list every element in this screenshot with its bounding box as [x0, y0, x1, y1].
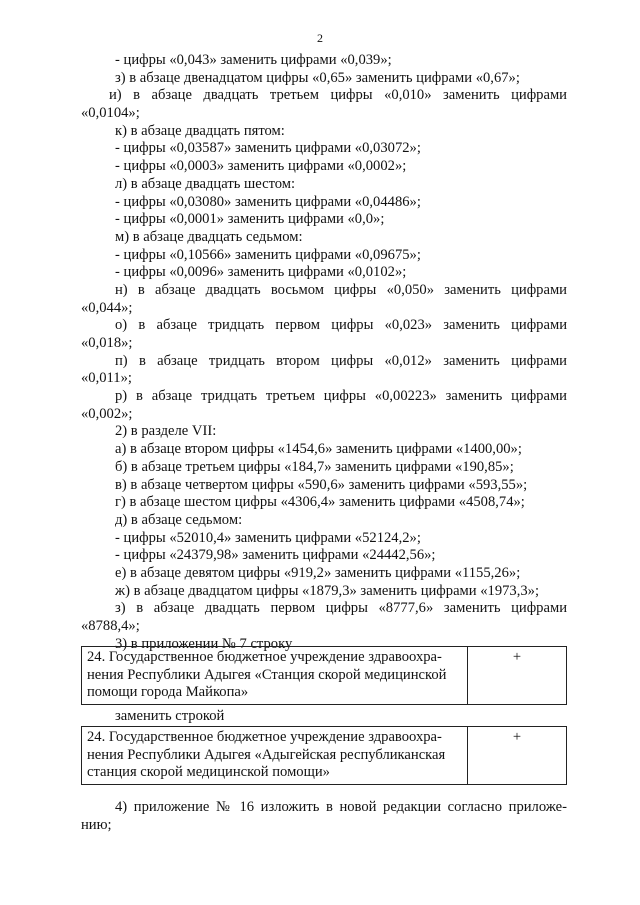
text-line: п) в абзаце тридцать втором цифры «0,012» заменить цифрами	[115, 352, 567, 369]
amendment-text	[81, 52, 567, 653]
replace-instruction	[81, 708, 567, 726]
old-row-mark: +	[512, 649, 522, 665]
text-line: н) в абзаце двадцать восьмом цифры «0,050» заменить цифрами	[115, 281, 567, 298]
text-line: 4) приложение № 16 изложить в новой редакции согласно приложе-	[115, 799, 567, 815]
cell-line: помощи города Майкопа»	[87, 684, 249, 701]
text-line: «0,0104»;	[81, 105, 140, 122]
text-line: р) в абзаце тридцать третьем цифры «0,00223» заменить цифрами	[115, 388, 567, 405]
text-line: - цифры «24379,98» заменить цифрами «24442,56»;	[115, 547, 436, 564]
cell-line: 24. Государственное бюджетное учреждение здравоохра-	[87, 649, 442, 665]
text-line: з) в абзаце двадцать первом цифры «8777,6» заменить цифрами	[115, 600, 567, 617]
text-line: к) в абзаце двадцать пятом:	[115, 122, 285, 139]
replace-line: заменить строкой	[115, 708, 225, 724]
text-line: - цифры «0,043» заменить цифрами «0,039»;	[115, 52, 392, 68]
text-line: о) в абзаце тридцать первом цифры «0,023» заменить цифрами	[115, 317, 567, 334]
cell-line: 24. Государственное бюджетное учреждение здравоохра-	[87, 729, 442, 745]
text-line: «0,002»;	[81, 405, 133, 422]
new-row-table	[81, 726, 567, 785]
page-number: 2	[317, 31, 323, 45]
text-line: «0,044»;	[81, 299, 133, 316]
text-line: м) в абзаце двадцать седьмом:	[115, 228, 303, 245]
cell-line: нения Республики Адыгея «Станция скорой медицинской	[87, 666, 447, 683]
new-row-mark: +	[512, 729, 522, 745]
text-line: - цифры «52010,4» заменить цифрами «52124,2»;	[115, 529, 421, 546]
old-row-text	[82, 647, 468, 704]
text-line: - цифры «0,03080» заменить цифрами «0,04486»;	[115, 193, 421, 210]
text-line: б) в абзаце третьем цифры «184,7» заменить цифрами «190,85»;	[115, 458, 514, 475]
text-line: - цифры «0,10566» заменить цифрами «0,09675»;	[115, 246, 421, 263]
text-line: - цифры «0,0001» заменить цифрами «0,0»;	[115, 211, 385, 228]
text-line: «0,018»;	[81, 335, 133, 351]
cell-line: нения Республики Адыгея «Адыгейская республиканская	[87, 746, 446, 763]
text-line: - цифры «0,0003» заменить цифрами «0,0002»;	[115, 158, 407, 175]
text-line: з) в абзаце двенадцатом цифры «0,65» заменить цифрами «0,67»;	[115, 69, 520, 86]
new-row-text	[82, 727, 468, 784]
text-line: и) в абзаце двадцать третьем цифры «0,010» заменить цифрами	[109, 87, 567, 104]
text-line: - цифры «0,03587» заменить цифрами «0,03072»;	[115, 140, 421, 157]
text-line: г) в абзаце шестом цифры «4306,4» заменить цифрами «4508,74»;	[115, 494, 525, 511]
text-line: нию;	[81, 816, 112, 833]
old-row-table	[81, 646, 567, 705]
text-line: «8788,4»;	[81, 618, 140, 634]
text-line: 3) в приложении № 7 строку	[115, 635, 293, 652]
cell-line: станция скорой медицинской помощи»	[87, 764, 330, 781]
text-line: «0,011»;	[81, 370, 132, 387]
text-line: ж) в абзаце двадцатом цифры «1879,3» заменить цифрами «1973,3»;	[115, 582, 540, 599]
text-line: - цифры «0,0096» заменить цифрами «0,0102»;	[115, 264, 407, 281]
text-line: в) в абзаце четвертом цифры «590,6» заменить цифрами «593,55»;	[115, 476, 528, 493]
final-text	[81, 799, 567, 834]
text-line: д) в абзаце седьмом:	[115, 511, 243, 528]
text-line: 2) в разделе VII:	[115, 423, 217, 440]
text-line: е) в абзаце девятом цифры «919,2» заменить цифрами «1155,26»;	[115, 564, 521, 581]
text-line: а) в абзаце втором цифры «1454,6» заменить цифрами «1400,00»;	[115, 441, 522, 458]
text-line: л) в абзаце двадцать шестом:	[115, 175, 296, 192]
